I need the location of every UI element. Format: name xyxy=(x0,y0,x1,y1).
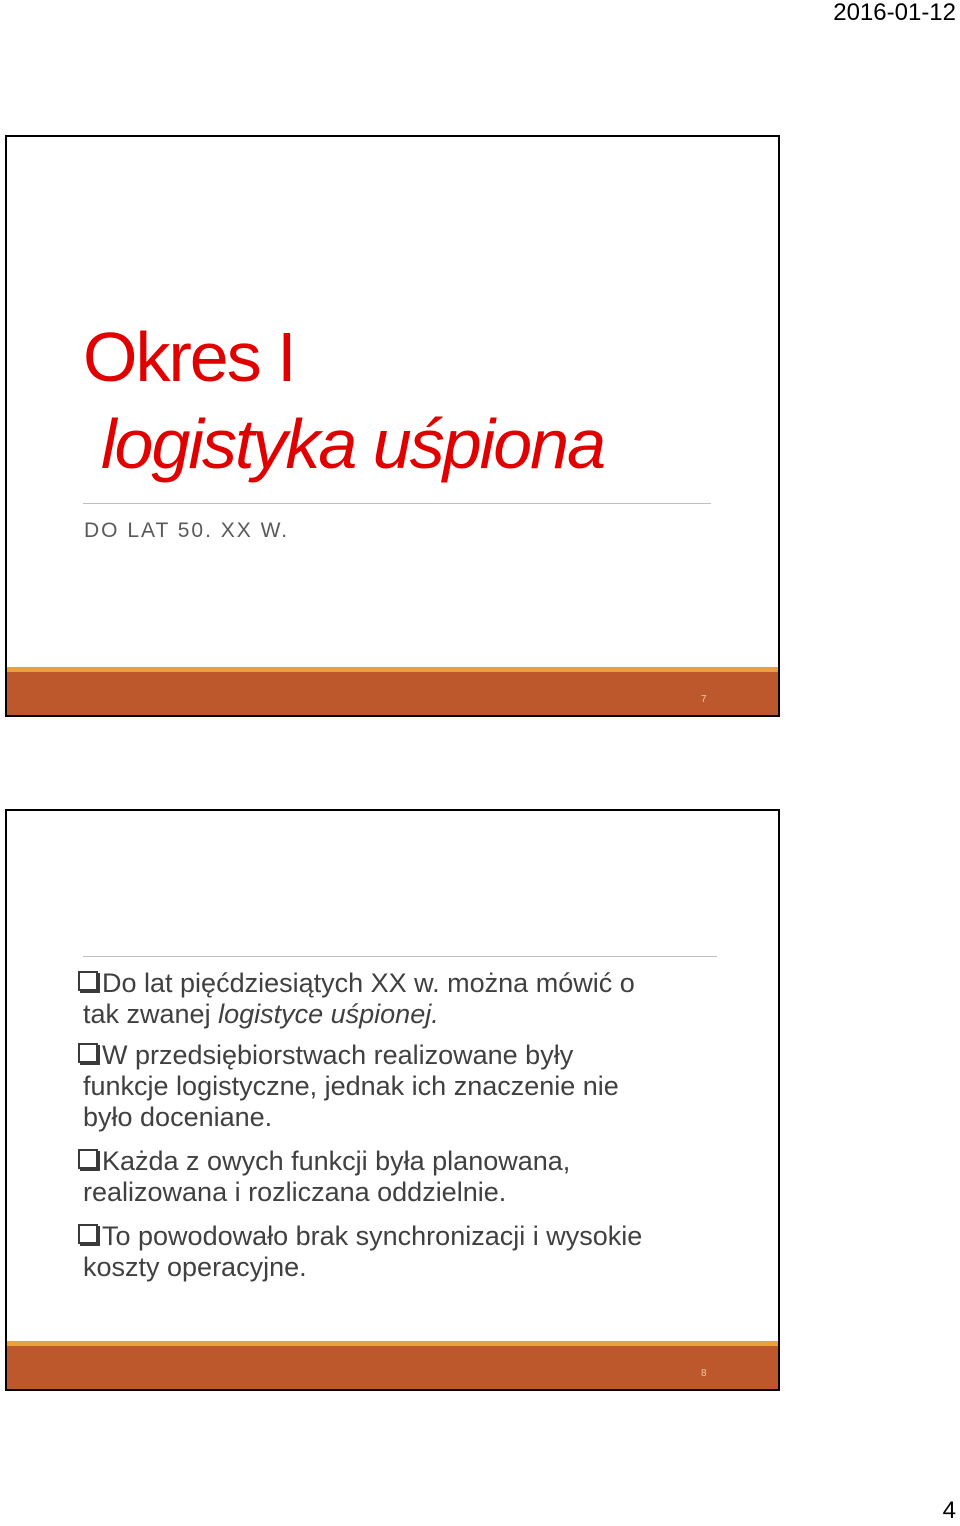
bullet-text-cont: tak zwanej xyxy=(83,999,219,1029)
slide-7 xyxy=(5,135,780,717)
slide-subtitle: DO LAT 50. XX W. xyxy=(84,519,290,542)
bullet-text: Do lat pięćdziesiątych XX w. można mówić o xyxy=(102,968,635,998)
bullet-text-cont: koszty operacyjne. xyxy=(83,1252,307,1282)
bullet-text-italic: logistyce uśpionej. xyxy=(218,999,439,1029)
bullet-item xyxy=(78,1221,728,1283)
slide-footer-bar xyxy=(7,1341,778,1389)
bullet-text: Każda z owych funkcji była planowana, xyxy=(102,1146,571,1176)
checkbox-square-icon xyxy=(78,971,98,991)
checkbox-square-icon xyxy=(78,1224,98,1244)
bullet-list xyxy=(78,968,728,1296)
bullet-text: To powodowało brak synchronizacji i wysokie xyxy=(102,1221,643,1251)
page-number: 4 xyxy=(942,1497,956,1524)
slide-8 xyxy=(5,809,780,1391)
print-date: 2016-01-12 xyxy=(833,0,956,26)
checkbox-square-icon xyxy=(78,1149,98,1169)
slide-title-line1: Okres I xyxy=(83,318,295,396)
slide-number: 7 xyxy=(701,694,707,705)
checkbox-square-icon xyxy=(78,1043,98,1063)
bullet-text-cont: było doceniane. xyxy=(83,1102,273,1132)
slide-title-line2: logistyka uśpiona xyxy=(101,405,604,483)
content-divider xyxy=(83,956,717,957)
slide-number: 8 xyxy=(701,1368,707,1379)
bullet-item xyxy=(78,1040,728,1133)
title-divider xyxy=(83,503,711,504)
bullet-item xyxy=(78,968,728,1030)
bullet-text-cont: funkcje logistyczne, jednak ich znaczenie nie xyxy=(83,1071,619,1101)
slide-footer-bar xyxy=(7,667,778,715)
bullet-text-cont: realizowana i rozliczana oddzielnie. xyxy=(83,1177,507,1207)
bullet-item xyxy=(78,1146,728,1208)
bullet-text: W przedsiębiorstwach realizowane były xyxy=(102,1040,574,1070)
